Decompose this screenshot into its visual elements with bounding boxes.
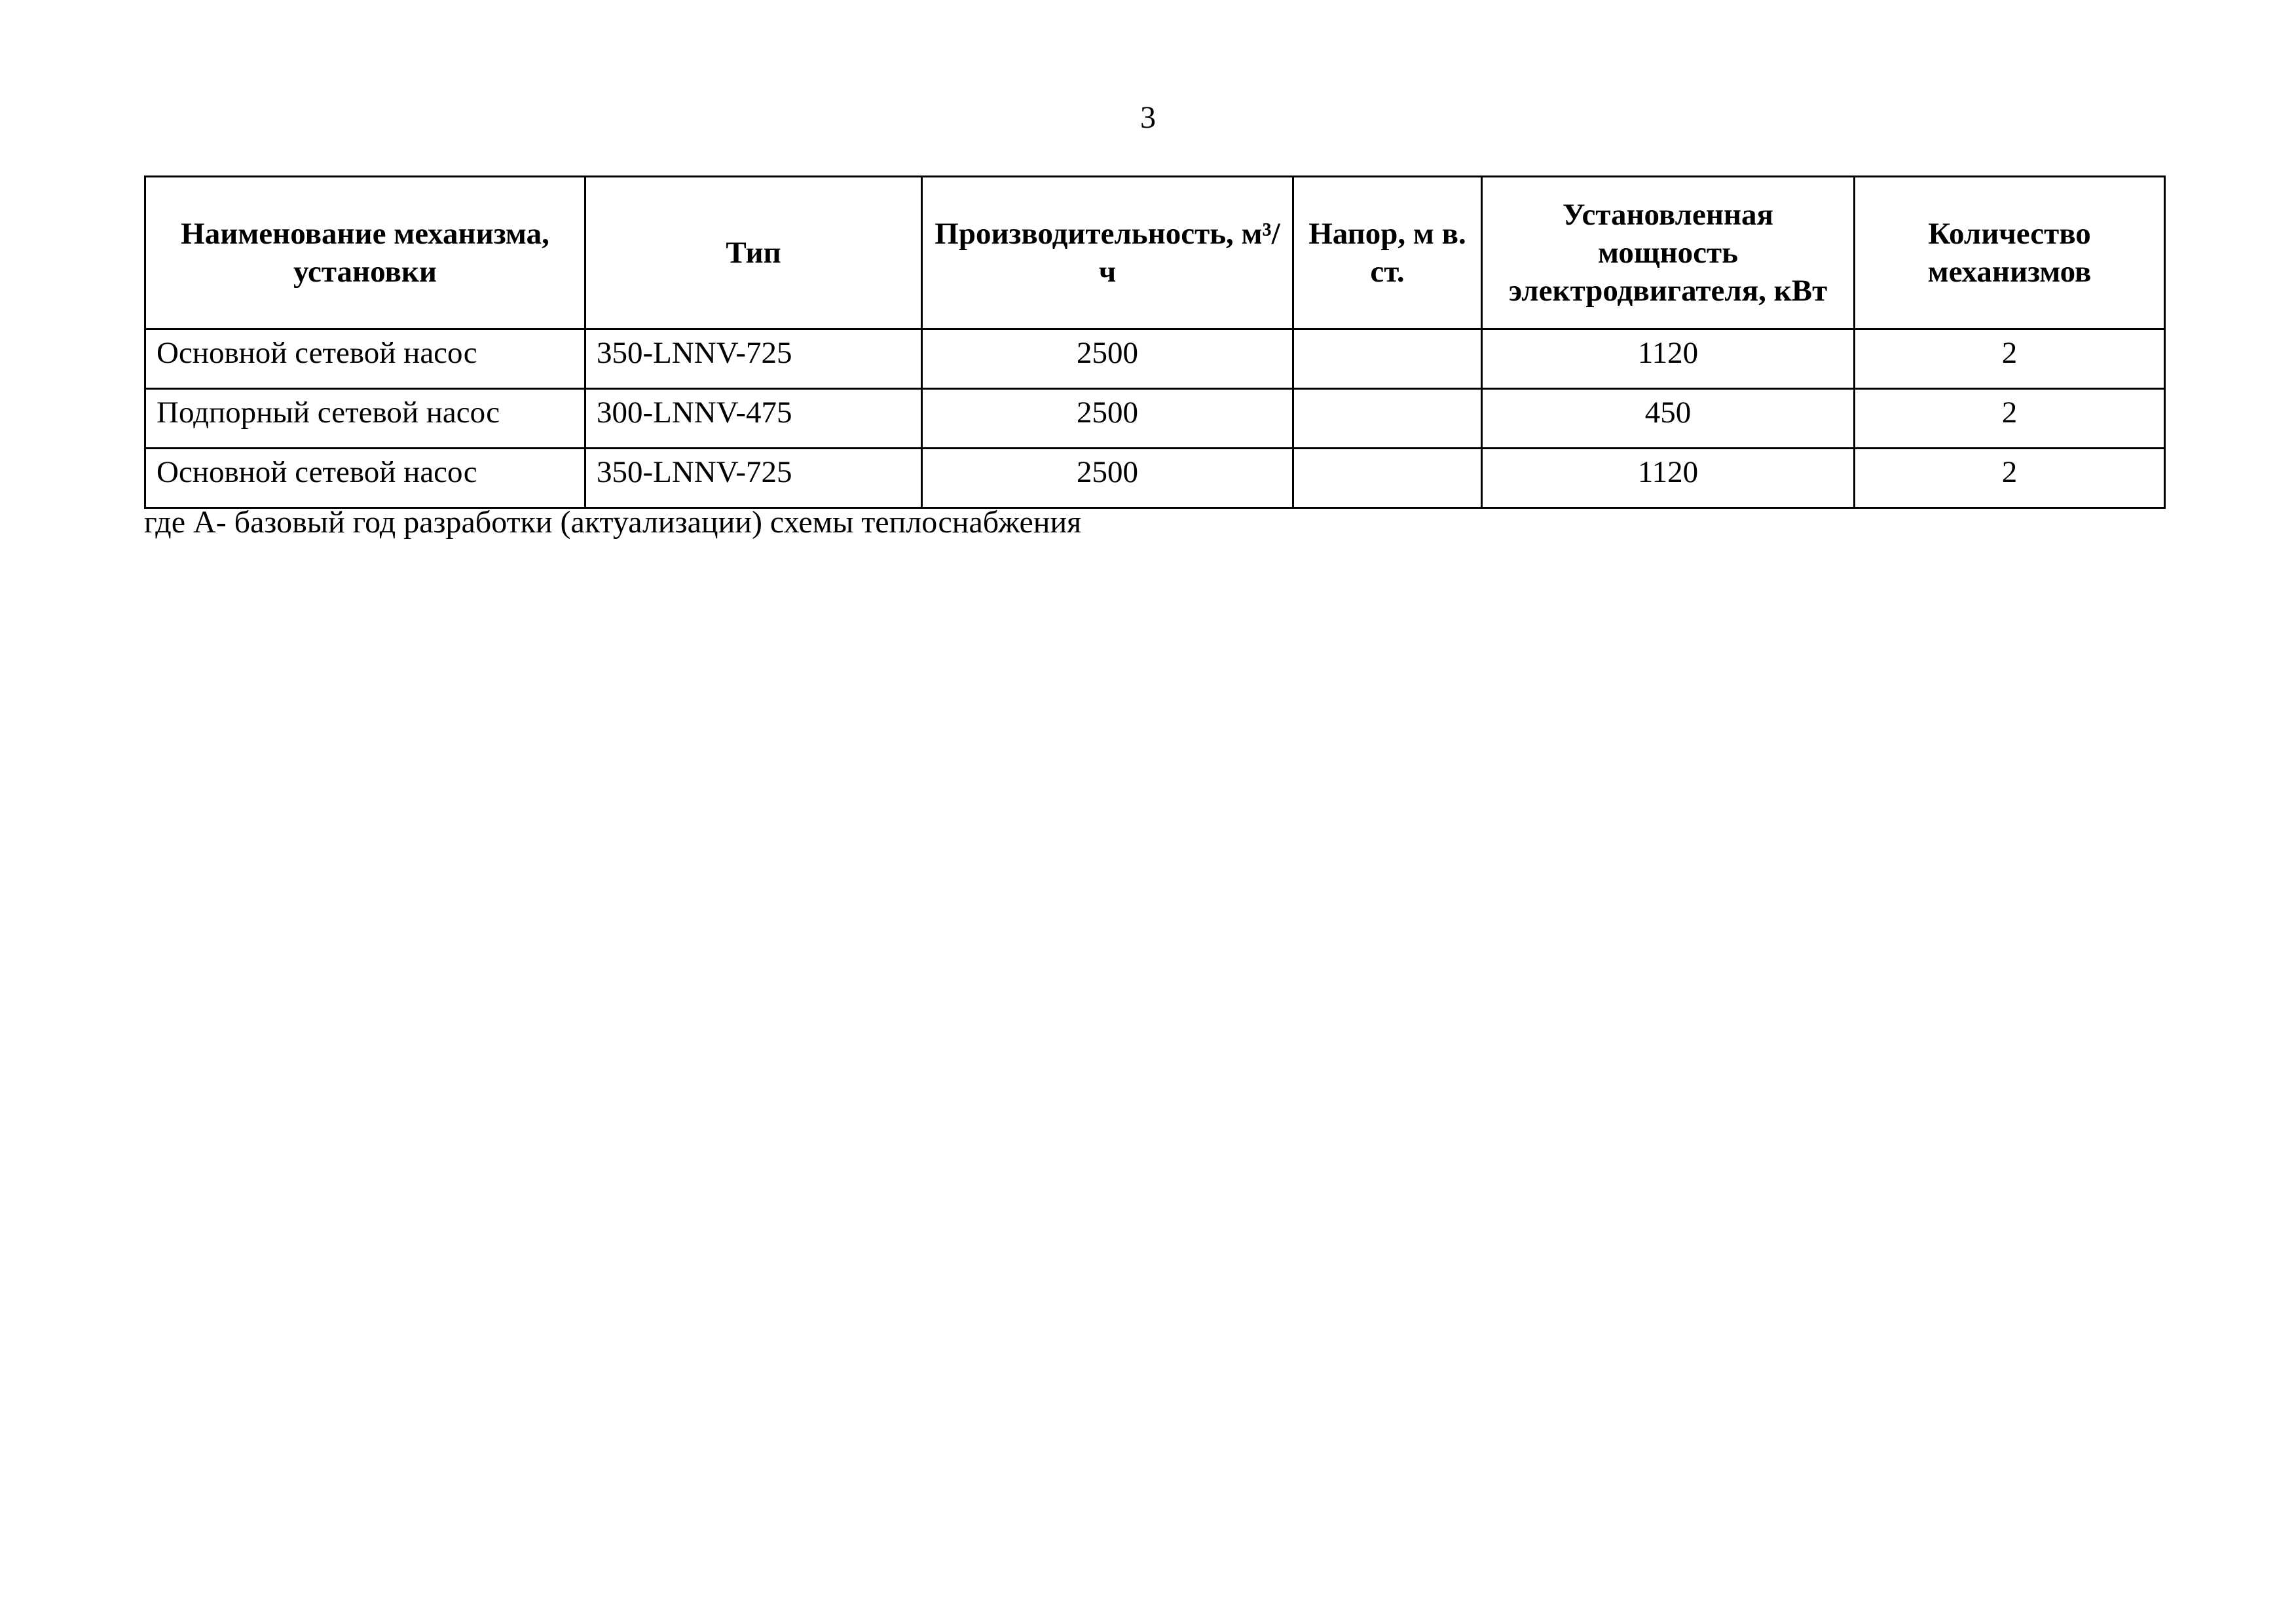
cell-head: [1293, 449, 1482, 508]
cell-mechanism-name: Подпорный сетевой насос: [145, 389, 585, 449]
header-mechanism-name: Наименование механизма, установки: [145, 177, 585, 329]
cell-head: [1293, 389, 1482, 449]
cell-capacity: 2500: [922, 449, 1293, 508]
header-head: Напор, м в. ст.: [1293, 177, 1482, 329]
equipment-table: [144, 175, 2166, 509]
cell-capacity: 2500: [922, 329, 1293, 389]
cell-quantity: 2: [1855, 329, 2165, 389]
cell-type: 350-LNNV-725: [585, 449, 922, 508]
table-row: [145, 449, 2165, 508]
cell-head: [1293, 329, 1482, 389]
cell-type: 300-LNNV-475: [585, 389, 922, 449]
cell-capacity: 2500: [922, 389, 1293, 449]
cell-mechanism-name: Основной сетевой насос: [145, 449, 585, 508]
table-header-row: [145, 177, 2165, 329]
header-motor-power: Установленная мощность электродвигателя, кВт: [1482, 177, 1855, 329]
cell-type: 350-LNNV-725: [585, 329, 922, 389]
header-capacity: Производительность, м³/ч: [922, 177, 1293, 329]
cell-motor-power: 450: [1482, 389, 1855, 449]
table-row: [145, 329, 2165, 389]
page-number: 3: [1140, 100, 1156, 135]
header-quantity: Количество механизмов: [1855, 177, 2165, 329]
footnote: где А- базовый год разработки (актуализации) схемы теплоснабжения: [144, 505, 1082, 540]
cell-mechanism-name: Основной сетевой насос: [145, 329, 585, 389]
header-type: Тип: [585, 177, 922, 329]
cell-quantity: 2: [1855, 449, 2165, 508]
cell-motor-power: 1120: [1482, 449, 1855, 508]
cell-quantity: 2: [1855, 389, 2165, 449]
cell-motor-power: 1120: [1482, 329, 1855, 389]
table-row: [145, 389, 2165, 449]
